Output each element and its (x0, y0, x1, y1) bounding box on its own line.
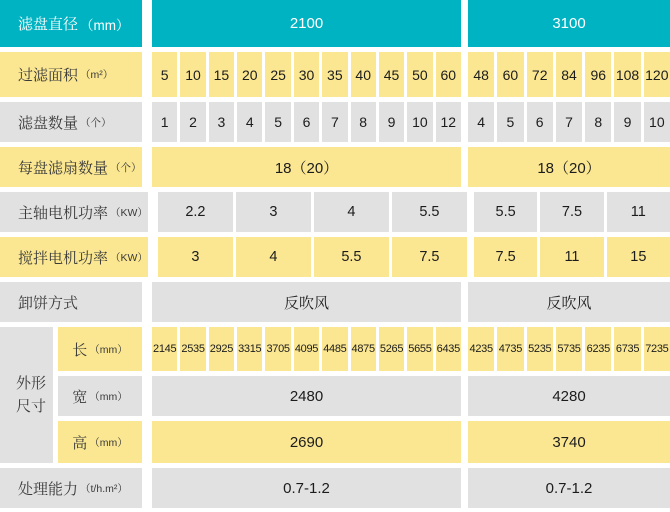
spec-row-width (58, 376, 670, 416)
value-cell: 6435 (436, 327, 461, 371)
header-label-cell (0, 0, 142, 47)
row-label: 卸饼方式 (18, 294, 79, 312)
value-cell: 7.5 (540, 192, 603, 232)
value-cell: 3315 (237, 327, 262, 371)
value-cell: 2480 (152, 376, 461, 416)
sub-label-cell (58, 327, 142, 371)
dimensions-label-line2: 尺寸 (16, 398, 47, 415)
value-cell: 2.2 (158, 192, 233, 232)
group-b-cells (468, 327, 670, 371)
value-cell: 4 (468, 102, 494, 142)
value-cell: 4 (237, 102, 262, 142)
value-cell: 4235 (468, 327, 494, 371)
group-b-cells (474, 192, 670, 232)
value-cell: 5.5 (474, 192, 537, 232)
group-a-cells (152, 421, 461, 463)
group-a-cells (158, 237, 467, 277)
group-b-cells (468, 282, 670, 322)
value-cell: 15 (607, 237, 670, 277)
value-cell: 6 (527, 102, 553, 142)
group-b-cells (468, 102, 670, 142)
value-cell: 3 (209, 102, 234, 142)
value-cell: 0.7-1.2 (468, 468, 670, 508)
row-unit: （个） (110, 161, 142, 174)
value-cell: 11 (540, 237, 603, 277)
value-cell: 5 (265, 102, 290, 142)
value-cell: 5.5 (392, 192, 467, 232)
value-cell: 6735 (614, 327, 640, 371)
spec-row-disc-count (0, 102, 670, 142)
value-cell: 84 (556, 52, 582, 97)
value-cell: 7235 (644, 327, 670, 371)
value-cell: 15 (209, 52, 234, 97)
value-cell: 60 (497, 52, 523, 97)
group-a-cells (152, 102, 461, 142)
group-a-cells (152, 376, 461, 416)
value-cell: 10 (407, 102, 432, 142)
group-a-cells (152, 52, 461, 97)
group-b-cells (474, 237, 670, 277)
value-cell: 12 (436, 102, 461, 142)
value-cell: 60 (436, 52, 461, 97)
spec-row-length (58, 327, 670, 371)
row-label-cell (0, 147, 142, 187)
value-cell: 72 (527, 52, 553, 97)
value-cell: 3740 (468, 421, 670, 463)
value-cell: 反吹风 (152, 282, 461, 322)
value-cell: 5235 (527, 327, 553, 371)
value-cell: 3705 (265, 327, 290, 371)
value-cell: 0.7-1.2 (152, 468, 461, 508)
dimensions-rows (58, 327, 670, 463)
row-label: 过滤面积 (18, 67, 79, 84)
row-label: 处理能力 (18, 480, 79, 498)
spec-row-fans-per-disc (0, 147, 670, 187)
row-unit: （t/h.m²） (80, 482, 128, 495)
spec-row-main-motor-power (0, 192, 670, 232)
value-cell: 6235 (585, 327, 611, 371)
dimensions-block (0, 327, 670, 463)
sub-label-cell (58, 376, 142, 416)
value-cell: 2145 (152, 327, 177, 371)
value-cell: 5265 (379, 327, 404, 371)
value-cell: 7 (556, 102, 582, 142)
value-cell: 30 (294, 52, 319, 97)
column-group-2100: 2100 (152, 0, 461, 47)
value-cell: 5 (152, 52, 177, 97)
spec-row-capacity (0, 468, 670, 508)
row-unit: （m²） (80, 69, 114, 81)
row-unit: （mm） (89, 390, 128, 403)
group-a-cells (152, 468, 461, 508)
value-cell: 2690 (152, 421, 461, 463)
value-cell: 7.5 (474, 237, 537, 277)
header-label: 滤盘直径 (18, 16, 79, 33)
value-cell: 6 (294, 102, 319, 142)
row-label-cell (0, 52, 142, 97)
value-cell: 2925 (209, 327, 234, 371)
value-cell: 35 (322, 52, 347, 97)
value-cell: 4 (236, 237, 311, 277)
row-unit: （mm） (89, 436, 128, 449)
value-cell: 1 (152, 102, 177, 142)
row-label: 主轴电机功率 (18, 204, 109, 222)
value-cell: 50 (407, 52, 432, 97)
row-label-cell (0, 192, 148, 232)
row-label-cell (0, 468, 142, 508)
value-cell: 5655 (407, 327, 432, 371)
row-label-cell (0, 282, 142, 322)
header-unit: （mm） (80, 17, 130, 33)
value-cell: 18（20） (468, 147, 670, 187)
value-cell: 9 (614, 102, 640, 142)
value-cell: 10 (644, 102, 670, 142)
row-unit: （KW） (110, 251, 148, 264)
value-cell: 4485 (322, 327, 347, 371)
value-cell: 4735 (497, 327, 523, 371)
value-cell: 7 (322, 102, 347, 142)
row-label: 宽 (72, 388, 88, 406)
value-cell: 8 (351, 102, 376, 142)
value-cell: 10 (180, 52, 205, 97)
column-group-3100: 3100 (468, 0, 670, 47)
value-cell: 4280 (468, 376, 670, 416)
value-cell: 20 (237, 52, 262, 97)
value-cell: 120 (644, 52, 670, 97)
value-cell: 4 (314, 192, 389, 232)
value-cell: 3 (236, 192, 311, 232)
row-label-cell (0, 102, 142, 142)
dimensions-label-line1: 外形 (16, 374, 47, 392)
value-cell: 7.5 (392, 237, 467, 277)
row-label: 滤盘数量 (18, 114, 79, 132)
row-label: 搅拌电机功率 (18, 249, 109, 267)
spec-row-filter-area (0, 52, 670, 97)
group-a-cells (158, 192, 467, 232)
sub-label-cell (58, 421, 142, 463)
row-unit: （mm） (89, 343, 128, 356)
value-cell: 5735 (556, 327, 582, 371)
value-cell: 45 (379, 52, 404, 97)
row-unit: （KW） (110, 206, 148, 219)
row-unit: （个） (80, 116, 112, 129)
value-cell: 25 (265, 52, 290, 97)
row-label: 高 (72, 434, 88, 452)
group-b-cells (468, 52, 670, 97)
group-b-cells (468, 147, 670, 187)
value-cell: 2535 (180, 327, 205, 371)
spec-row-agitator-motor-power (0, 237, 670, 277)
value-cell: 5.5 (314, 237, 389, 277)
value-cell: 18（20） (152, 147, 461, 187)
value-cell: 反吹风 (468, 282, 670, 322)
header-row (0, 0, 670, 47)
value-cell: 2 (180, 102, 205, 142)
row-label: 长 (72, 341, 88, 359)
value-cell: 11 (607, 192, 670, 232)
group-a-cells (152, 327, 461, 371)
spec-row-height (58, 421, 670, 463)
row-label: 每盘滤扇数量 (18, 159, 109, 177)
dimensions-span-label (0, 327, 53, 463)
group-a-cells (152, 282, 461, 322)
spec-row-cake-discharge (0, 282, 670, 322)
value-cell: 108 (614, 52, 640, 97)
value-cell: 4095 (294, 327, 319, 371)
group-b-cells (468, 376, 670, 416)
value-cell: 48 (468, 52, 494, 97)
value-cell: 96 (585, 52, 611, 97)
group-b-cells (468, 421, 670, 463)
value-cell: 4875 (351, 327, 376, 371)
value-cell: 5 (497, 102, 523, 142)
group-b-header (468, 0, 670, 47)
value-cell: 9 (379, 102, 404, 142)
group-a-header (152, 0, 461, 47)
value-cell: 8 (585, 102, 611, 142)
value-cell: 40 (351, 52, 376, 97)
row-label-cell (0, 237, 148, 277)
group-a-cells (152, 147, 461, 187)
group-b-cells (468, 468, 670, 508)
value-cell: 3 (158, 237, 233, 277)
